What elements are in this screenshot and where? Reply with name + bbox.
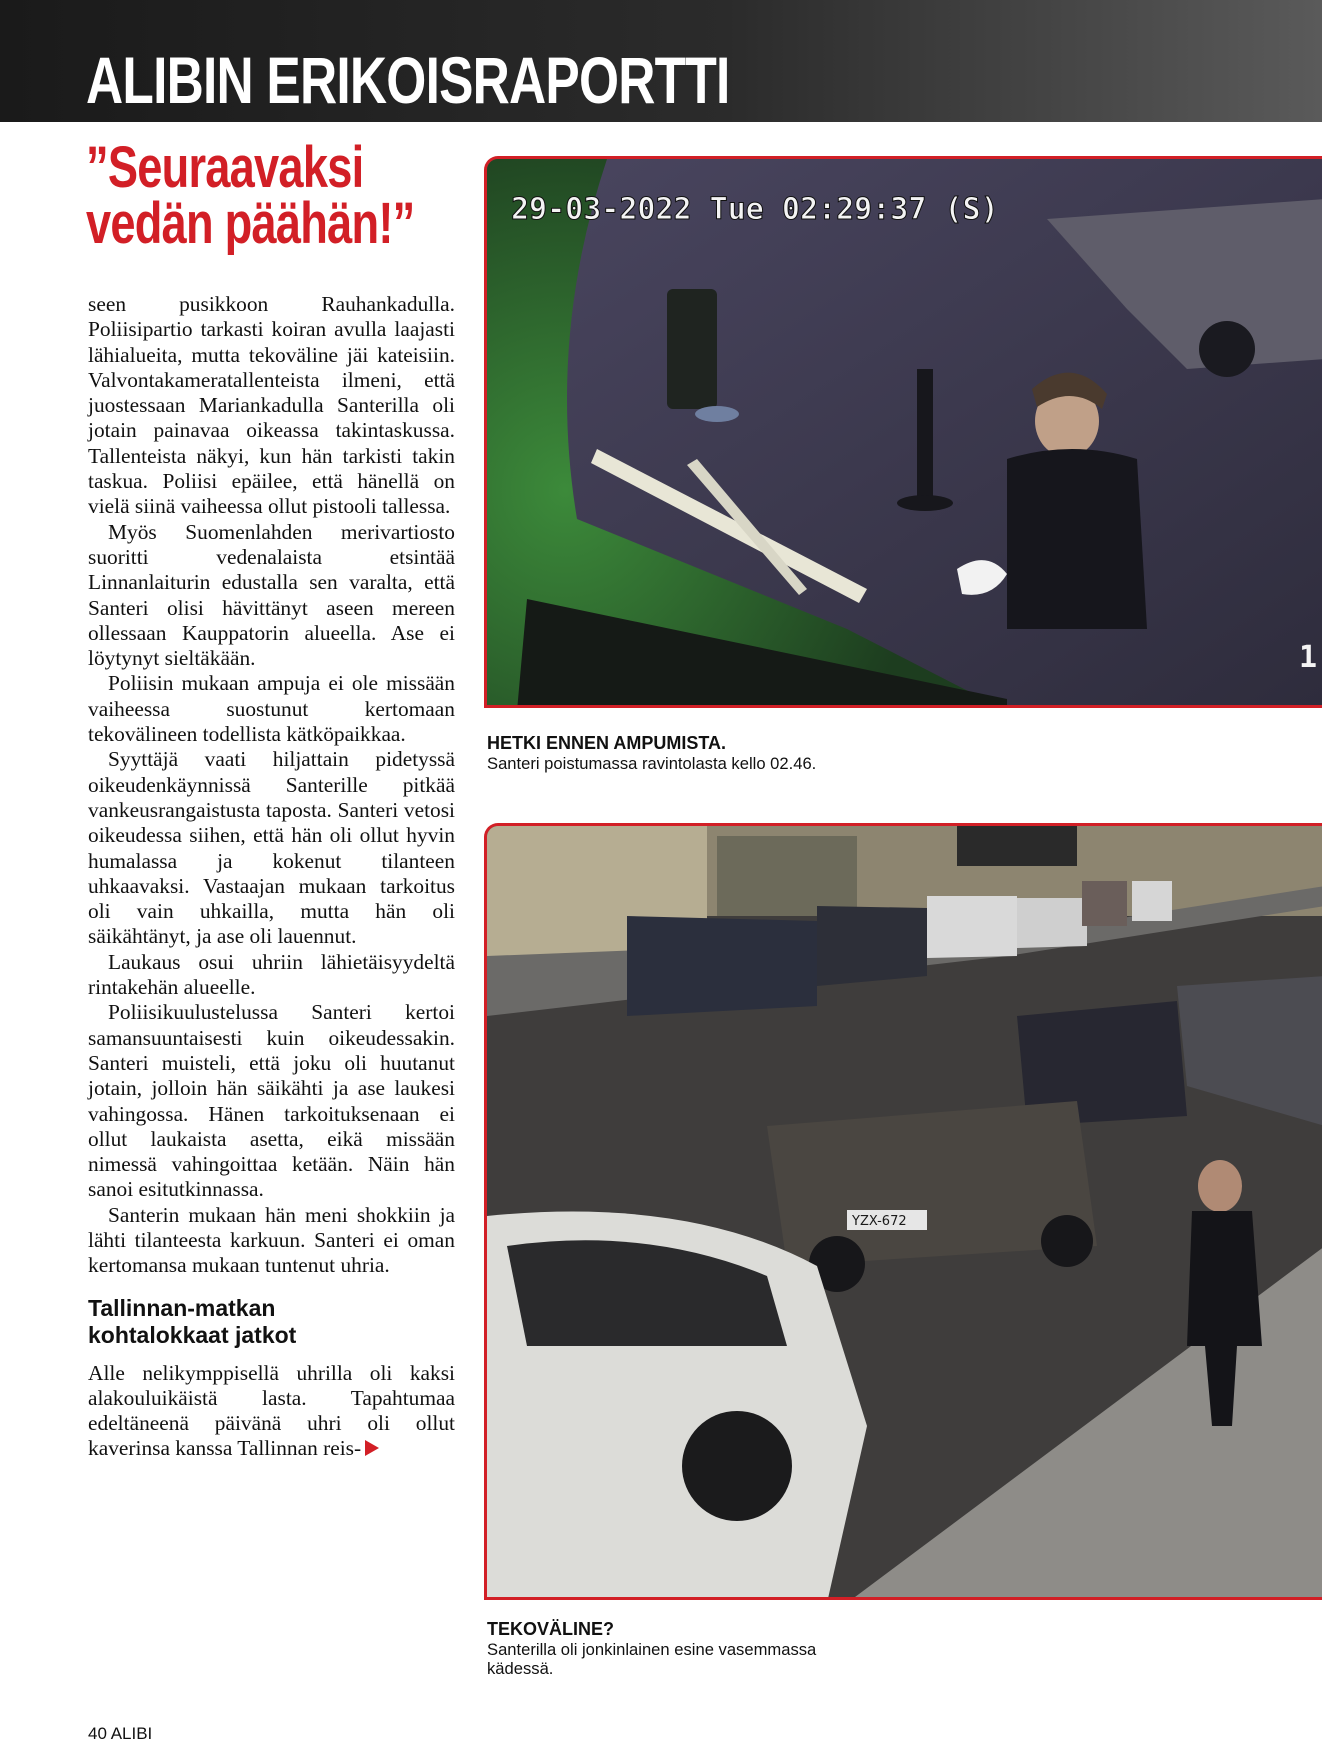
street-photo xyxy=(484,823,1322,1600)
section-title: ALIBIN ERIKOISRAPORTTI xyxy=(86,43,730,117)
article-paragraph: Poliisin mukaan ampuja ei ole missään vaiheessa suostunut kertomaan tekovälineen todellista kätköpaikkaa. xyxy=(88,671,455,747)
cctv-scene xyxy=(487,159,1322,708)
photo2-caption-title: TEKOVÄLINE? xyxy=(487,1619,615,1639)
photo2-caption-text: Santerilla oli jonkinlainen esine vasemmassa kädessä. xyxy=(487,1640,817,1678)
cctv-timestamp: 29-03-2022 Tue 02:29:37 (S) xyxy=(511,192,999,227)
article-paragraph: Santerin mukaan hän meni shokkiin ja lähti tilanteesta karkuun. Santeri ei oman kertomansa mukaan tuntenut uhria. xyxy=(88,1202,455,1278)
final-paragraph-text: Alle nelikymppisellä uhrilla oli kaksi alakouluikäistä lasta. Tapahtumaa edeltäneenä päivänä uhri oli ollut kaverinsa kanssa Tallinnan reis- xyxy=(88,1360,455,1461)
street-scene xyxy=(487,826,1322,1600)
camera-number: 1 xyxy=(1299,640,1318,675)
photo1-caption-title: HETKI ENNEN AMPUMISTA. xyxy=(487,733,727,753)
article-paragraph: Myös Suomenlahden merivartiosto suoritti vedenalaista etsintää Linnanlaiturin edustalla sen varalta, että Santeri olisi hävittänyt aseen mereen ollessaan Kauppatorin alueella. Ase ei löytynyt sieltäkään. xyxy=(88,519,455,671)
article-body xyxy=(88,292,455,1462)
article-paragraph: Laukaus osui uhriin lähietäisyydeltä rintakehän alueelle. xyxy=(88,949,455,1000)
subhead-line-2: kohtalokkaat jatkot xyxy=(88,1321,297,1348)
headline-line-2: vedän päähän!” xyxy=(86,191,415,256)
headline-line-1: ”Seuraavaksi xyxy=(86,135,364,200)
subhead-line-1: Tallinnan-matkan xyxy=(88,1294,276,1321)
article-paragraph: seen pusikkoon Rauhankadulla. Poliisipartio tarkasti koiran avulla laajasti lähialueita, mutta tekoväline jäi kateisiin. Valvontakameratallenteista ilmeni, että juostessaan Mariankadulla Santerilla oli jotain painavaa oikeassa takintaskussa. Tallenteista näkyi, kun hän tarkisti takin taskua. Poliisi epäilee, että hänellä on vielä siinä vaiheessa ollut pistooli tallessa. xyxy=(88,292,455,519)
cctv-photo xyxy=(484,156,1322,708)
article-paragraph: Poliisikuulustelussa Santeri kertoi samansuuntaisesti kuin oikeudessakin. Santeri muisteli, että joku oli huutanut jotain, jolloin hän säikähti ja ase laukesi vahingossa. Hänen tarkoituksenaan ei ollut laukaista asetta, eikä missään nimessä vahingoittaa ketään. Näin hän sanoi esitutkinnassa. xyxy=(88,1000,455,1202)
photo2-caption xyxy=(487,1619,817,1678)
license-plate: YZX-672 xyxy=(852,1214,907,1229)
article-final-paragraph xyxy=(88,1361,455,1462)
photo1-caption xyxy=(487,733,817,773)
page-folio: 40 ALIBI xyxy=(88,1724,153,1743)
continue-arrow-icon xyxy=(365,1440,379,1456)
article-subhead xyxy=(88,1295,455,1349)
article-paragraph: Syyttäjä vaati hiljattain pidetyssä oikeudenkäynnissä Santerille pitkää vankeusrangaistusta taposta. Santeri vetosi oikeudessa siihen, että hän oli ollut hyvin humalassa ja kokenut tilanteen uhkaavaksi. Vastaajan mukaan tarkoitus oli vain uhkailla, mutta hän oli säikähtänyt, ja ase oli lauennut. xyxy=(88,747,455,949)
photo1-caption-text: Santeri poistumassa ravintolasta kello 02.46. xyxy=(487,754,817,773)
headline xyxy=(86,135,415,256)
